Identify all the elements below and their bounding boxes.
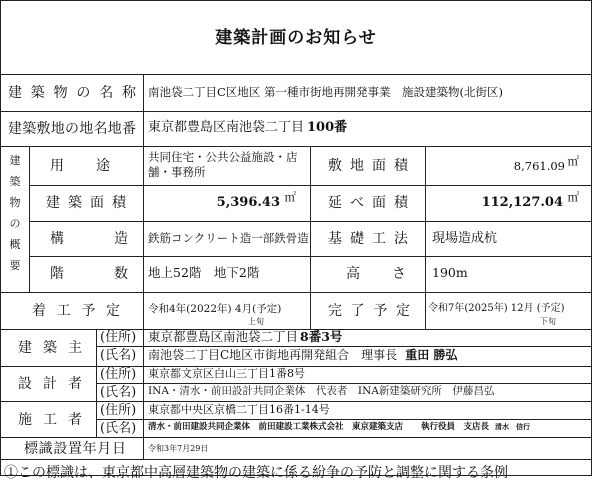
label-char: 数 xyxy=(114,266,128,282)
contractor-address-value: 東京都中央区京橋二丁目16番1-14号 xyxy=(148,403,330,416)
building-area-label xyxy=(46,196,126,210)
label-char: 物 xyxy=(53,85,68,101)
label-char: 地 xyxy=(107,121,122,137)
label-char: 積 xyxy=(394,195,408,211)
client-name-label: (氏名) xyxy=(100,348,137,363)
label-char: 日 xyxy=(111,441,126,457)
label-char: 構 xyxy=(50,231,64,247)
label-char: 標 xyxy=(24,441,38,457)
label-char: 敷 xyxy=(36,121,51,137)
label-char: 定 xyxy=(105,303,120,319)
label-char: 名 xyxy=(99,85,114,101)
label-char: 敷 xyxy=(328,158,342,174)
label-char: 地 xyxy=(79,121,94,137)
label-char: 番 xyxy=(122,121,136,137)
label-char: 建 xyxy=(46,195,60,211)
building-name-label xyxy=(8,86,136,100)
label-char: 築 xyxy=(22,121,37,137)
building-name-value: 南池袋二丁目C区地区 第一種市街地再開発事業 施設建築物(北街区) xyxy=(148,85,503,99)
label-char: 計 xyxy=(43,376,57,392)
label-char: 面 xyxy=(90,195,104,211)
label-char: の xyxy=(65,121,79,137)
label-char: 築 xyxy=(43,340,57,356)
divider xyxy=(143,146,144,292)
divider xyxy=(96,329,97,437)
designer-name-label: (氏名) xyxy=(100,385,137,400)
floors-value: 地上52階 地下2階 xyxy=(148,265,260,280)
label-char: べ xyxy=(350,195,364,211)
designer-name-value: INA・清水・前田設計共同企業体 代表者 INA新建築研究所 伊藤昌弘 xyxy=(148,385,495,397)
label-char: 月 xyxy=(97,441,112,457)
divider xyxy=(425,146,426,329)
label-char: 者 xyxy=(68,412,82,428)
divider xyxy=(143,437,144,459)
label-char: 置 xyxy=(67,441,82,457)
label-char: 識 xyxy=(38,441,53,457)
divider xyxy=(310,146,311,329)
divider xyxy=(96,383,592,384)
divider xyxy=(29,146,30,292)
label-char: 地 xyxy=(350,158,364,174)
divider xyxy=(0,292,592,293)
label-char: 積 xyxy=(394,158,408,174)
divider xyxy=(0,146,592,147)
sign-date-label xyxy=(24,442,126,456)
label-char: 設 xyxy=(53,441,68,457)
completion-label xyxy=(328,304,410,318)
label-char: 了 xyxy=(350,303,365,319)
page-title: 建築計画のお知らせ xyxy=(215,28,377,48)
divider xyxy=(0,401,592,402)
usage-value-line1: 共同住宅・公共公益施設・店 xyxy=(148,150,298,164)
usage-label xyxy=(50,159,110,173)
label-char: 礎 xyxy=(350,231,364,247)
label-char: 法 xyxy=(394,231,408,247)
floor-area-unit: ㎡ xyxy=(567,190,579,204)
start-note: 上旬 xyxy=(248,317,264,326)
site-area-label xyxy=(328,159,408,173)
label-char: 築 xyxy=(68,195,82,211)
sign-date-value: 令和3年7月29日 xyxy=(148,444,209,453)
contractor-address-label: (住所) xyxy=(100,403,137,418)
contractor-name-label: (氏名) xyxy=(100,421,137,436)
client-address-value: 東京都豊島区南池袋二丁目 8番3号 xyxy=(148,329,343,344)
divider xyxy=(0,111,592,112)
site-address-value: 東京都豊島区南池袋二丁目 100番 xyxy=(148,120,348,135)
label-char: 着 xyxy=(32,303,46,319)
label-char: 名 xyxy=(93,121,108,137)
label-char: 高 xyxy=(346,266,360,282)
label-char: さ xyxy=(392,266,406,282)
divider xyxy=(96,346,592,347)
client-name-value: 南池袋二丁目C地区市街地再開発組合 理事長 重田 勝弘 xyxy=(148,348,458,362)
label-char: 主 xyxy=(68,340,82,356)
label-char: 面 xyxy=(372,195,386,211)
divider xyxy=(0,437,592,438)
label-char: 地 xyxy=(50,121,65,137)
site-area-unit: ㎡ xyxy=(567,154,579,168)
site-area-value: 8,761.09 xyxy=(513,159,565,173)
label-char: 設 xyxy=(18,376,32,392)
height-label xyxy=(346,267,406,281)
label-char: 基 xyxy=(328,231,342,247)
contractor-label xyxy=(18,413,82,427)
divider xyxy=(96,419,592,420)
label-char: 面 xyxy=(372,158,386,174)
usage-value-line2: 舗・事務所 xyxy=(148,165,206,179)
label-char: 途 xyxy=(96,158,110,174)
divider xyxy=(0,459,592,460)
label-char: 建 xyxy=(8,85,22,101)
label-char: 施 xyxy=(18,412,32,428)
completion-note: 下旬 xyxy=(540,317,556,326)
label-char: 築 xyxy=(30,85,45,101)
client-address-label: (住所) xyxy=(100,330,137,345)
floor-area-value: 112,127.04 xyxy=(481,195,563,210)
divider xyxy=(143,329,144,437)
designer-address-value: 東京都文京区白山三丁目1番8号 xyxy=(148,367,305,380)
designer-label xyxy=(18,377,82,391)
client-label xyxy=(18,341,82,355)
building-area-unit: ㎡ xyxy=(284,190,296,204)
label-char: 称 xyxy=(121,85,136,101)
start-label xyxy=(32,304,120,318)
footer-note: ①この標識は、東京都中高層建築物の建築に係る紛争の予防と調整に関する条例 xyxy=(4,465,508,481)
building-area-value: 5,396.43 xyxy=(216,195,280,210)
start-value: 令和4年(2022年) 4月(予定) xyxy=(148,303,282,315)
label-char: 年 xyxy=(82,441,97,457)
label-char: 工 xyxy=(372,231,386,247)
label-char: 建 xyxy=(18,340,32,356)
label-char: 階 xyxy=(50,266,64,282)
label-char: 予 xyxy=(373,303,388,319)
designer-address-label: (住所) xyxy=(100,367,137,382)
divider xyxy=(143,74,144,146)
divider xyxy=(0,74,592,75)
label-char: 者 xyxy=(68,376,82,392)
foundation-label xyxy=(328,232,408,246)
label-char: 予 xyxy=(81,303,96,319)
label-char: 工 xyxy=(56,303,71,319)
height-value: 190m xyxy=(432,265,468,280)
structure-value: 鉄筋コンクリート造一部鉄骨造 xyxy=(148,231,309,245)
label-char: 工 xyxy=(43,412,57,428)
floors-label xyxy=(50,267,128,281)
label-char: の xyxy=(76,85,91,101)
label-char: 建 xyxy=(8,121,22,137)
foundation-value: 現場造成杭 xyxy=(432,231,498,246)
label-char: 完 xyxy=(328,303,342,319)
completion-value: 令和7年(2025年) 12月 (予定) xyxy=(428,303,565,314)
label-char: 定 xyxy=(395,303,410,319)
site-address-label xyxy=(8,122,136,136)
floor-area-label xyxy=(328,196,408,210)
label-char: 用 xyxy=(50,158,64,174)
label-char: 造 xyxy=(114,231,128,247)
contractor-name-value: 清水・前田建設共同企業体 前田建設工業株式会社 東京建築支店 執行役員 支店長 清水 信行 xyxy=(148,422,531,432)
label-char: 積 xyxy=(112,195,126,211)
divider xyxy=(143,292,144,329)
overview-label: 建 築 物 の 概 要 xyxy=(9,154,21,272)
structure-label xyxy=(50,232,128,246)
label-char: 延 xyxy=(328,195,342,211)
